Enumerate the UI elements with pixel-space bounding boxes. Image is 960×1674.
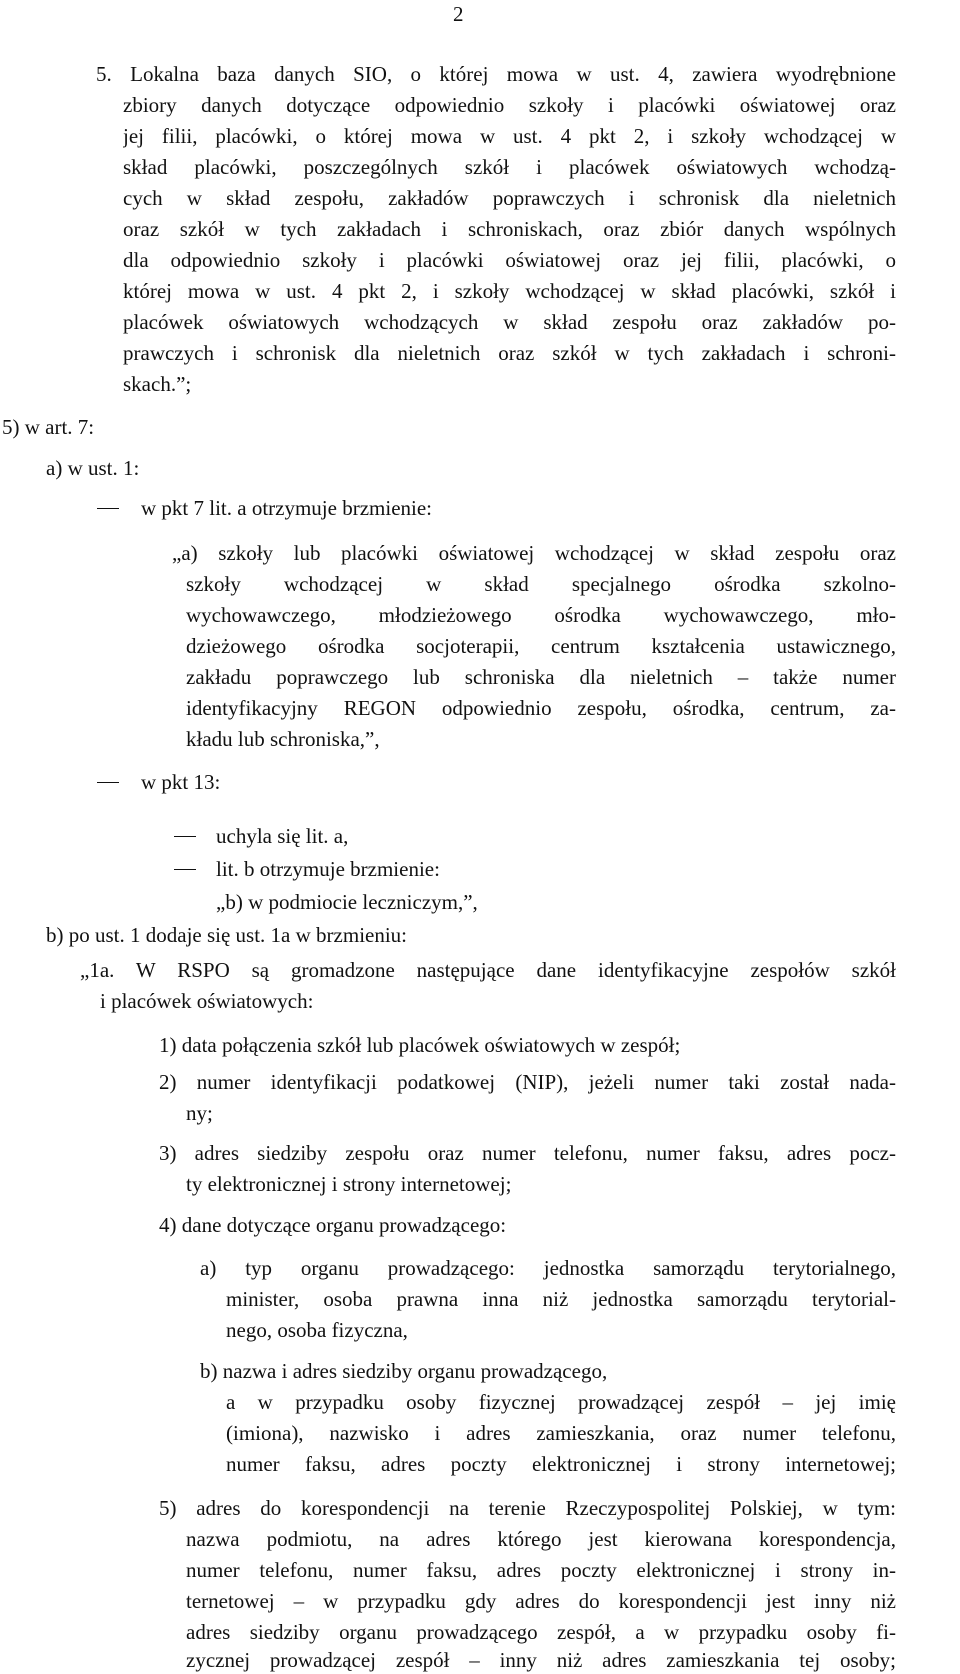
quote-a-line-5: zakładu poprawczego lub schroniska dla nieletnich – także numer [186,665,896,689]
point-5-line-9: placówek oświatowych wchodzących w skład zespołu oraz zakładów po- [123,310,896,334]
item-1: 1) data połączenia szkół lub placówek oświatowych w zespół; [159,1033,681,1057]
item-3-line-2: ty elektronicznej i strony internetowej; [186,1172,512,1196]
quote-a-line-6: identyfikacyjny REGON odpowiednio zespołu, ośrodka, centrum, za- [186,696,896,720]
point-5-line-11: skach.”; [123,372,192,396]
point-5-line-8: której mowa w ust. 4 pkt 2, i szkoły wchodzącej w skład placówki, szkół i [123,279,896,303]
dash-marker [174,869,196,870]
item-4b-line-4: numer faksu, adres poczty elektronicznej i strony internetowej; [226,1452,896,1476]
item-5-line-4: ternetowej – w przypadku gdy adres do korespondencji jest inny niż [186,1589,896,1613]
page-number: 2 [453,2,464,26]
item-4a-line-1: a) typ organu prowadzącego: jednostka samorządu terytorialnego, [200,1256,896,1280]
quote-b: „b) w podmiocie leczniczym,”, [216,890,478,914]
item-4a-line-3: nego, osoba fizyczna, [226,1318,408,1342]
quote-a-line-2: szkoły wchodzącej w skład specjalnego ośrodka szkolno- [186,572,896,596]
point-5-line-6: oraz szkół w tych zakładach i schroniskach, oraz zbiór danych wspólnych [123,217,896,241]
point-5-line-5: cych w skład zespołu, zakładów poprawczych i schronisk dla nieletnich [123,186,896,210]
intro-line-2: i placówek oświatowych: [100,989,314,1013]
dash-marker [97,782,119,783]
quote-a-line-1: „a) szkoły lub placówki oświatowej wchodzącej w skład zespołu oraz [172,541,896,565]
item-2-line-2: ny; [186,1101,213,1125]
item-5-line-2: nazwa podmiotu, na adres którego jest kierowana korespondencja, [186,1527,896,1551]
art7-header: 5) w art. 7: [2,415,95,439]
item-4b-line-3: (imiona), nazwisko i adres zamieszkania, oraz numer telefonu, [226,1421,896,1445]
art7-a-item1: w pkt 7 lit. a otrzymuje brzmienie: [141,496,433,520]
art7-b-header: b) po ust. 1 dodaje się ust. 1a w brzmieniu: [46,923,408,947]
item-4b-line-2: a w przypadku osoby fizycznej prowadzącej zespół – jej imię [226,1390,896,1414]
item-2-line-1: 2) numer identyfikacji podatkowej (NIP), jeżeli numer taki został nada- [159,1070,896,1094]
item-4: 4) dane dotyczące organu prowadzącego: [159,1213,507,1237]
quote-a-line-7: kładu lub schroniska,”, [186,727,380,751]
art7-a-header: a) w ust. 1: [46,456,140,480]
item-5-line-6: zycznej prowadzącej zespół – inny niż adres zamieszkania tej osoby; [186,1648,896,1672]
dash-marker [97,508,119,509]
point-5-line-4: skład placówki, poszczególnych szkół i placówek oświatowych wchodzą- [123,155,896,179]
art7-sub1: uchyla się lit. a, [216,824,349,848]
art7-a-item2: w pkt 13: [141,770,221,794]
item-3-line-1: 3) adres siedziby zespołu oraz numer telefonu, numer faksu, adres pocz- [159,1141,896,1165]
item-5-line-5: adres siedziby organu prowadzącego zespół, a w przypadku osoby fi- [186,1620,896,1644]
dash-marker [174,836,196,837]
quote-a-line-3: wychowawczego, młodzieżowego ośrodka wychowawczego, mło- [186,603,896,627]
point-5-line-7: dla odpowiednio szkoły i placówki oświatowej oraz jej filii, placówki, o [123,248,896,272]
point-5-line-10: prawczych i schronisk dla nieletnich oraz szkół w tych zakładach i schroni- [123,341,896,365]
point-5-line-1: 5. Lokalna baza danych SIO, o której mowa w ust. 4, zawiera wyodrębnione [96,62,896,86]
point-5-line-3: jej filii, placówki, o której mowa w ust. 4 pkt 2, i szkoły wchodzącej w [123,124,896,148]
point-5-line-2: zbiory danych dotyczące odpowiednio szkoły i placówki oświatowej oraz [123,93,896,117]
item-5-line-3: numer telefonu, numer faksu, adres poczty elektronicznej i strony in- [186,1558,896,1582]
art7-sub2: lit. b otrzymuje brzmienie: [216,857,440,881]
item-4a-line-2: minister, osoba prawna inna niż jednostka samorządu terytorial- [226,1287,896,1311]
intro-line-1: „1a. W RSPO są gromadzone następujące dane identyfikacyjne zespołów szkół [80,958,896,982]
quote-a-line-4: dzieżowego ośrodka socjoterapii, centrum kształcenia ustawicznego, [186,634,896,658]
item-4b-line-1: b) nazwa i adres siedziby organu prowadzącego, [200,1359,608,1383]
item-5-line-1: 5) adres do korespondencji na terenie Rzeczypospolitej Polskiej, w tym: [159,1496,896,1520]
